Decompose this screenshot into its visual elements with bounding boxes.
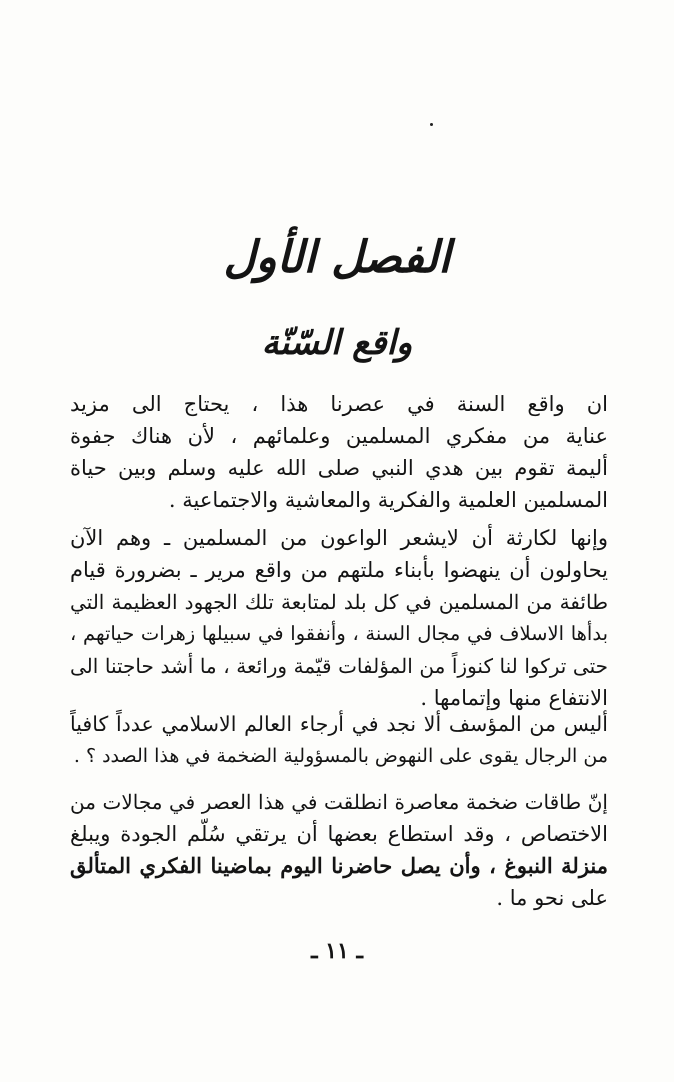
print-speck	[430, 123, 433, 126]
paragraph-1	[70, 388, 608, 516]
text-line: طائفة من المسلمين في كل بلد لمتابعة تلك الجهود العظيمة التي	[70, 590, 608, 614]
text-line: المسلمين العلمية والفكرية والمعاشية والاجتماعية .	[168, 488, 608, 512]
text-line: إنّ طاقات ضخمة معاصرة انطلقت في هذا العصر في مجالات من	[70, 790, 608, 814]
paragraph-2	[70, 522, 608, 714]
text-line: الانتفاع منها وإتمامها .	[420, 686, 608, 710]
text-line: بدأها الاسلاف في مجال السنة ، وأنفقوا في سبيلها زهرات حياتهم ،	[70, 622, 608, 645]
chapter-title: الفصل الأول	[223, 232, 451, 283]
text-line: أليس من المؤسف ألا نجد في أرجاء العالم الاسلامي عدداً كافياً	[70, 712, 608, 736]
page-number: ـ ١١ ـ	[311, 938, 363, 964]
text-line: ان واقع السنة في عصرنا هذا ، يحتاج الى مزيد	[70, 392, 608, 416]
section-title: واقع السّنّة	[261, 323, 413, 363]
text-line: وإنها لكارثة أن لايشعر الواعون من المسلمين ـ وهم الآن	[70, 526, 608, 550]
text-line: حتى تركوا لنا كنوزاً من المؤلفات قيّمة ورائعة ، ما أشد حاجتنا الى	[70, 654, 608, 678]
text-line: على نحو ما .	[496, 886, 608, 910]
text-line: يحاولون أن ينهضوا بأبناء ملتهم من واقع مرير ـ بضرورة قيام	[70, 558, 608, 582]
text-line: الاختصاص ، وقد استطاع بعضها أن يرتقي سُلّم الجودة ويبلغ	[70, 822, 608, 846]
text-line: من الرجال يقوى على النهوض بالمسؤولية الضخمة في هذا الصدد ؟ .	[73, 745, 608, 767]
text-line: منزلة النبوغ ، وأن يصل حاضرنا اليوم بماضينا الفكري المتألق	[70, 853, 608, 878]
paragraph-4	[70, 786, 608, 914]
paragraph-3	[70, 708, 608, 772]
text-line: عناية من مفكري المسلمين وعلمائهم ، لأن هناك جفوة	[70, 424, 608, 448]
text-line: أليمة تقوم بين هدي النبي صلى الله عليه وسلم وبين حياة	[70, 456, 608, 480]
